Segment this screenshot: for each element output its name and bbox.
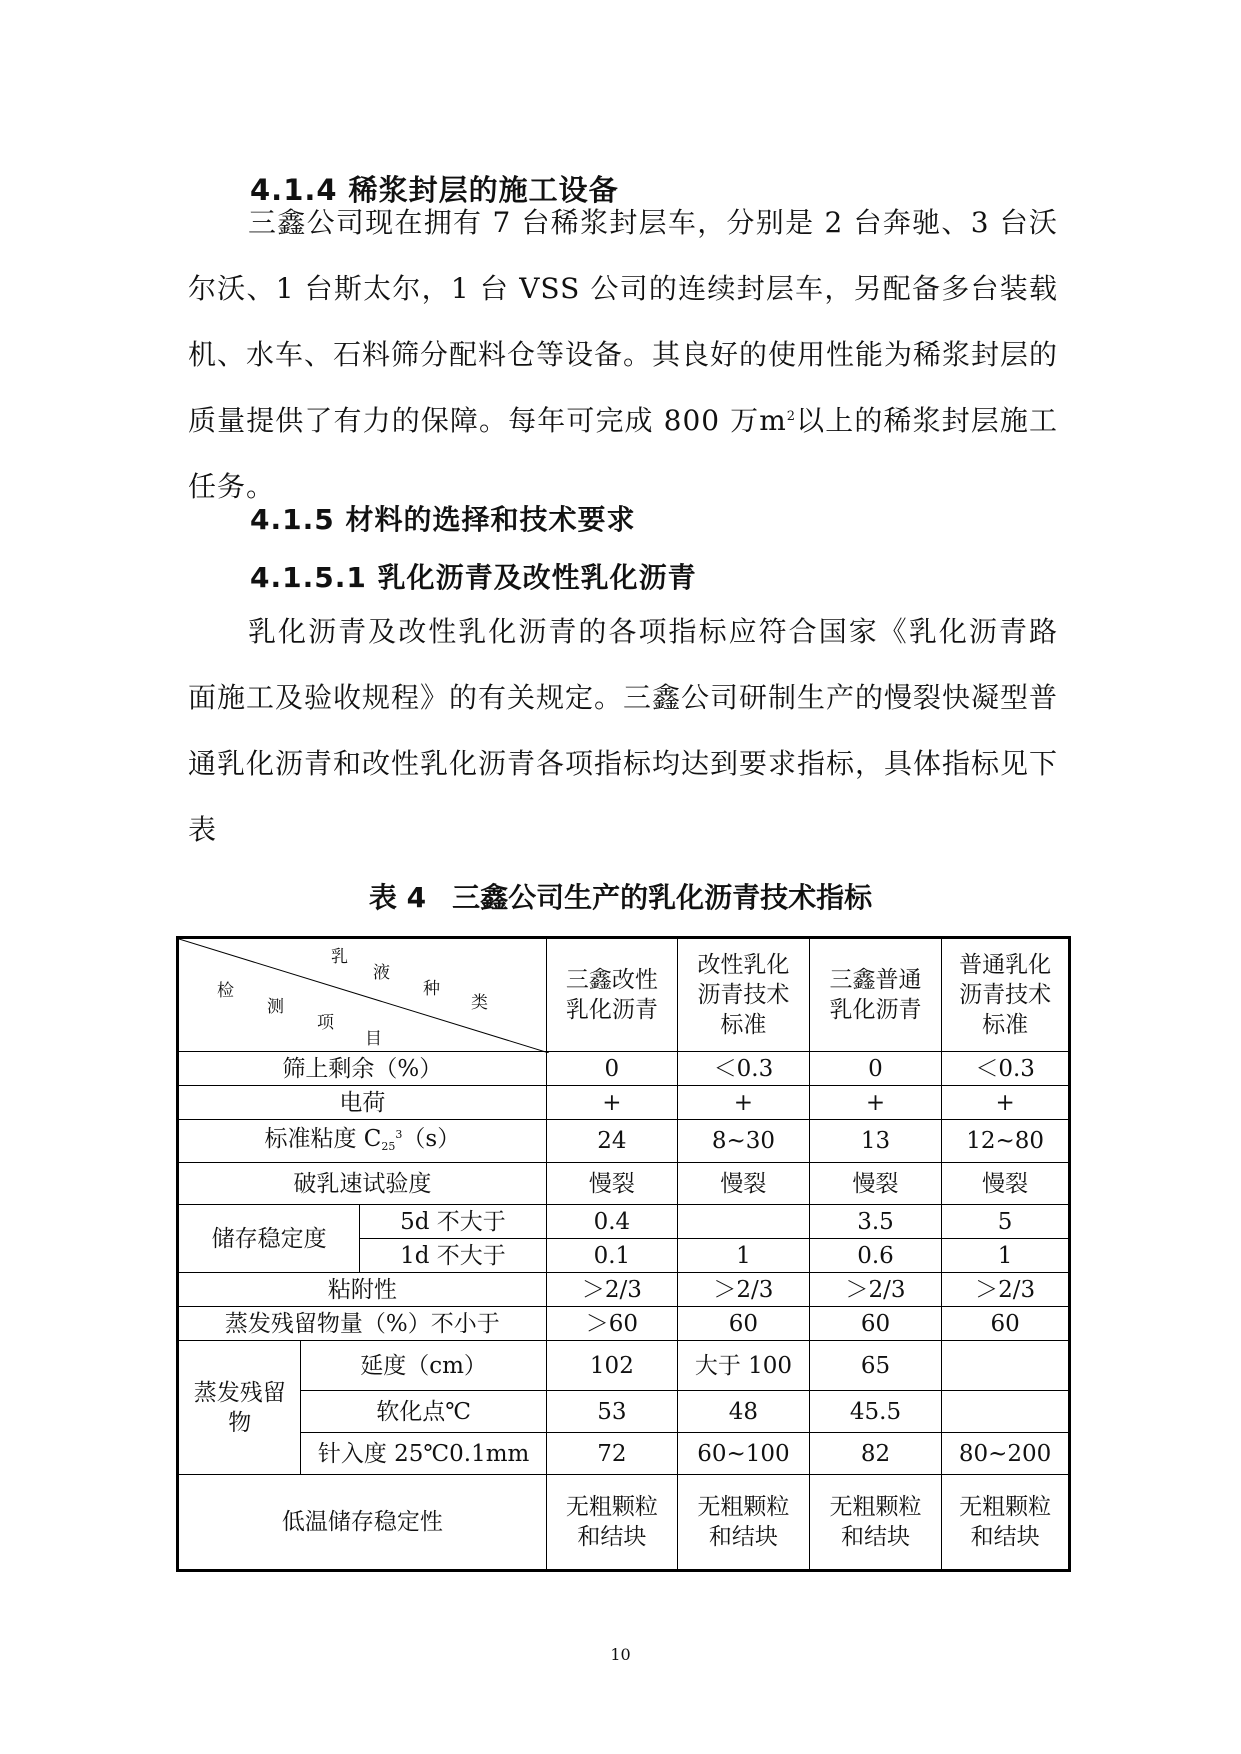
table-cell: ＞2/3 xyxy=(942,1273,1070,1307)
paragraph-equipment xyxy=(188,190,1058,520)
table-cell: 65 xyxy=(809,1341,941,1391)
header-line: 普通乳化 xyxy=(959,952,1052,978)
row-label: 电荷 xyxy=(178,1086,547,1120)
table-cell: 慢裂 xyxy=(546,1163,677,1205)
cell-line: 和结块 xyxy=(840,1524,910,1550)
table-row-sieve xyxy=(178,1052,1070,1086)
header-line: 乳化沥青 xyxy=(829,997,922,1023)
area-unit-superscript: 2 xyxy=(786,409,797,424)
header-line: 三鑫普通 xyxy=(829,967,922,993)
table-cell: 0.4 xyxy=(546,1205,677,1239)
header-line: 改性乳化 xyxy=(697,952,790,978)
header-line: 乳化沥青 xyxy=(565,997,658,1023)
table-cell: 60~100 xyxy=(678,1433,810,1475)
table-row-charge xyxy=(178,1086,1070,1120)
page-number: 10 xyxy=(610,1645,631,1664)
header-line: 标准 xyxy=(982,1012,1029,1038)
table-cell: 0 xyxy=(546,1052,677,1086)
table-cell: + xyxy=(809,1086,941,1120)
table-row-residue xyxy=(178,1307,1070,1341)
table-cell: ＞2/3 xyxy=(678,1273,810,1307)
header-modified-standard xyxy=(678,938,810,1052)
cell-line: 无粗颗粒 xyxy=(959,1494,1052,1520)
table-cell: 60 xyxy=(942,1307,1070,1341)
section-heading-4-1-5-1: 4.1.5.1 乳化沥青及改性乳化沥青 xyxy=(250,561,697,594)
table-caption xyxy=(0,876,1241,916)
table-cell: 60 xyxy=(678,1307,810,1341)
row-label: 筛上剩余（%） xyxy=(178,1052,547,1086)
row-label xyxy=(178,1120,547,1163)
diag-word-8: 目 xyxy=(365,1029,382,1049)
viscosity-label-unit: （s） xyxy=(402,1126,461,1152)
table-cell: 24 xyxy=(546,1120,677,1163)
diag-word-3: 种 xyxy=(423,979,440,999)
table-cell: + xyxy=(942,1086,1070,1120)
cell-line: 和结块 xyxy=(708,1524,778,1550)
row-label: 储存稳定度 xyxy=(178,1205,360,1273)
section-heading-4-1-5: 4.1.5 材料的选择和技术要求 xyxy=(250,503,636,536)
diagonal-header-cell xyxy=(178,938,547,1052)
table-cell: + xyxy=(678,1086,810,1120)
header-line: 标准 xyxy=(720,1012,767,1038)
table-cell: 53 xyxy=(546,1391,677,1433)
diag-word-4: 类 xyxy=(471,993,488,1013)
section-heading-4-1-4: 4.1.4 稀浆封层的施工设备 xyxy=(250,173,619,207)
area-unit: m xyxy=(759,404,787,437)
header-line: 沥青技术 xyxy=(959,982,1052,1008)
table-cell: 慢裂 xyxy=(942,1163,1070,1205)
header-ordinary-standard xyxy=(942,938,1070,1052)
table-header-row xyxy=(178,938,1070,1052)
table-row-softening xyxy=(178,1391,1070,1433)
table-cell: 0 xyxy=(809,1052,941,1086)
table-row-adhesion xyxy=(178,1273,1070,1307)
table-cell xyxy=(678,1475,810,1571)
paragraph-equipment-text: 三鑫公司现在拥有 7 台稀浆封层车，分别是 2 台奔驰、3 台沃尔沃、1 台斯太尔，1 台 VSS 公司的连续封层车，另配备多台装载机、水车、石料筛分配料仓等设备。其良好的使用性能为稀浆封层的质量提供了有力的保障。每年可完成 800 万 xyxy=(188,206,1059,437)
cell-line: 无粗颗粒 xyxy=(697,1494,790,1520)
table-cell: 3.5 xyxy=(809,1205,941,1239)
cell-line: 和结块 xyxy=(577,1524,647,1550)
table-cell: 8~30 xyxy=(678,1120,810,1163)
table-cell: 慢裂 xyxy=(678,1163,810,1205)
diag-word-1: 乳 xyxy=(331,947,348,967)
row-label: 破乳速试验度 xyxy=(178,1163,547,1205)
table-cell: 72 xyxy=(546,1433,677,1475)
table-cell xyxy=(942,1475,1070,1571)
table-cell xyxy=(942,1391,1070,1433)
diagonal-line xyxy=(179,939,549,1053)
row-label: 蒸发残留物 xyxy=(178,1341,301,1475)
asphalt-spec-table xyxy=(176,936,1071,1572)
table-row-storage-5d xyxy=(178,1205,1070,1239)
table-row-viscosity xyxy=(178,1120,1070,1163)
table-cell xyxy=(942,1341,1070,1391)
row-label: 蒸发残留物量（%）不小于 xyxy=(178,1307,547,1341)
header-sanxin-ordinary xyxy=(809,938,941,1052)
row-label: 粘附性 xyxy=(178,1273,547,1307)
table-cell: 13 xyxy=(809,1120,941,1163)
table-cell: 5 xyxy=(942,1205,1070,1239)
table-cell: 80~200 xyxy=(942,1433,1070,1475)
table-row-breaking xyxy=(178,1163,1070,1205)
paragraph-equipment-end: 以上的稀浆封层施工任务。 xyxy=(188,404,1058,503)
diag-word-6: 测 xyxy=(267,997,284,1017)
table-cell xyxy=(678,1205,810,1239)
table-cell: ＜0.3 xyxy=(678,1052,810,1086)
row-sublabel: 5d 不大于 xyxy=(360,1205,546,1239)
viscosity-label-main: 标准粘度 C xyxy=(264,1126,382,1152)
paragraph-emulsified-asphalt: 乳化沥青及改性乳化沥青的各项指标应符合国家《乳化沥青路面施工及验收规程》的有关规定。三鑫公司研制生产的慢裂快凝型普通乳化沥青和改性乳化沥青各项指标均达到要求指标，具体指标见下表 xyxy=(188,615,1059,846)
table-cell: 慢裂 xyxy=(809,1163,941,1205)
row-sublabel: 软化点℃ xyxy=(301,1391,546,1433)
table-cell xyxy=(546,1475,677,1571)
cell-line: 无粗颗粒 xyxy=(565,1494,658,1520)
table-row-penetration xyxy=(178,1433,1070,1475)
table-cell: 0.1 xyxy=(546,1239,677,1273)
table-caption-title: 三鑫公司生产的乳化沥青技术指标 xyxy=(452,881,873,914)
row-label: 低温储存稳定性 xyxy=(178,1475,547,1571)
table-cell: 48 xyxy=(678,1391,810,1433)
table-cell: + xyxy=(546,1086,677,1120)
table-cell: 82 xyxy=(809,1433,941,1475)
cell-line: 无粗颗粒 xyxy=(829,1494,922,1520)
viscosity-label-superscript: 3 xyxy=(395,1128,403,1141)
row-sublabel: 1d 不大于 xyxy=(360,1239,546,1273)
table-cell: 60 xyxy=(809,1307,941,1341)
header-line: 三鑫改性 xyxy=(565,967,658,993)
table-cell: 102 xyxy=(546,1341,677,1391)
table-caption-number: 表 4 xyxy=(368,881,427,914)
table-row-low-temp xyxy=(178,1475,1070,1571)
diag-word-5: 检 xyxy=(217,981,234,1001)
header-line: 沥青技术 xyxy=(697,982,790,1008)
table-cell: 1 xyxy=(942,1239,1070,1273)
table-cell: 0.6 xyxy=(809,1239,941,1273)
table-cell: 大于 100 xyxy=(678,1341,810,1391)
table-cell: ＞60 xyxy=(546,1307,677,1341)
row-sublabel: 延度（cm） xyxy=(301,1341,546,1391)
diag-word-7: 项 xyxy=(317,1013,334,1033)
row-sublabel: 针入度 25℃0.1mm xyxy=(301,1433,546,1475)
viscosity-label-subscript: 25 xyxy=(381,1140,396,1153)
table-cell: ＞2/3 xyxy=(809,1273,941,1307)
table-cell: ＞2/3 xyxy=(546,1273,677,1307)
table-cell: 45.5 xyxy=(809,1391,941,1433)
cell-line: 和结块 xyxy=(970,1524,1040,1550)
table-cell: 1 xyxy=(678,1239,810,1273)
header-sanxin-modified xyxy=(546,938,677,1052)
table-cell: ＜0.3 xyxy=(942,1052,1070,1086)
table-row-ductility xyxy=(178,1341,1070,1391)
table-cell: 12~80 xyxy=(942,1120,1070,1163)
diag-word-2: 液 xyxy=(373,963,390,983)
table-cell xyxy=(809,1475,941,1571)
